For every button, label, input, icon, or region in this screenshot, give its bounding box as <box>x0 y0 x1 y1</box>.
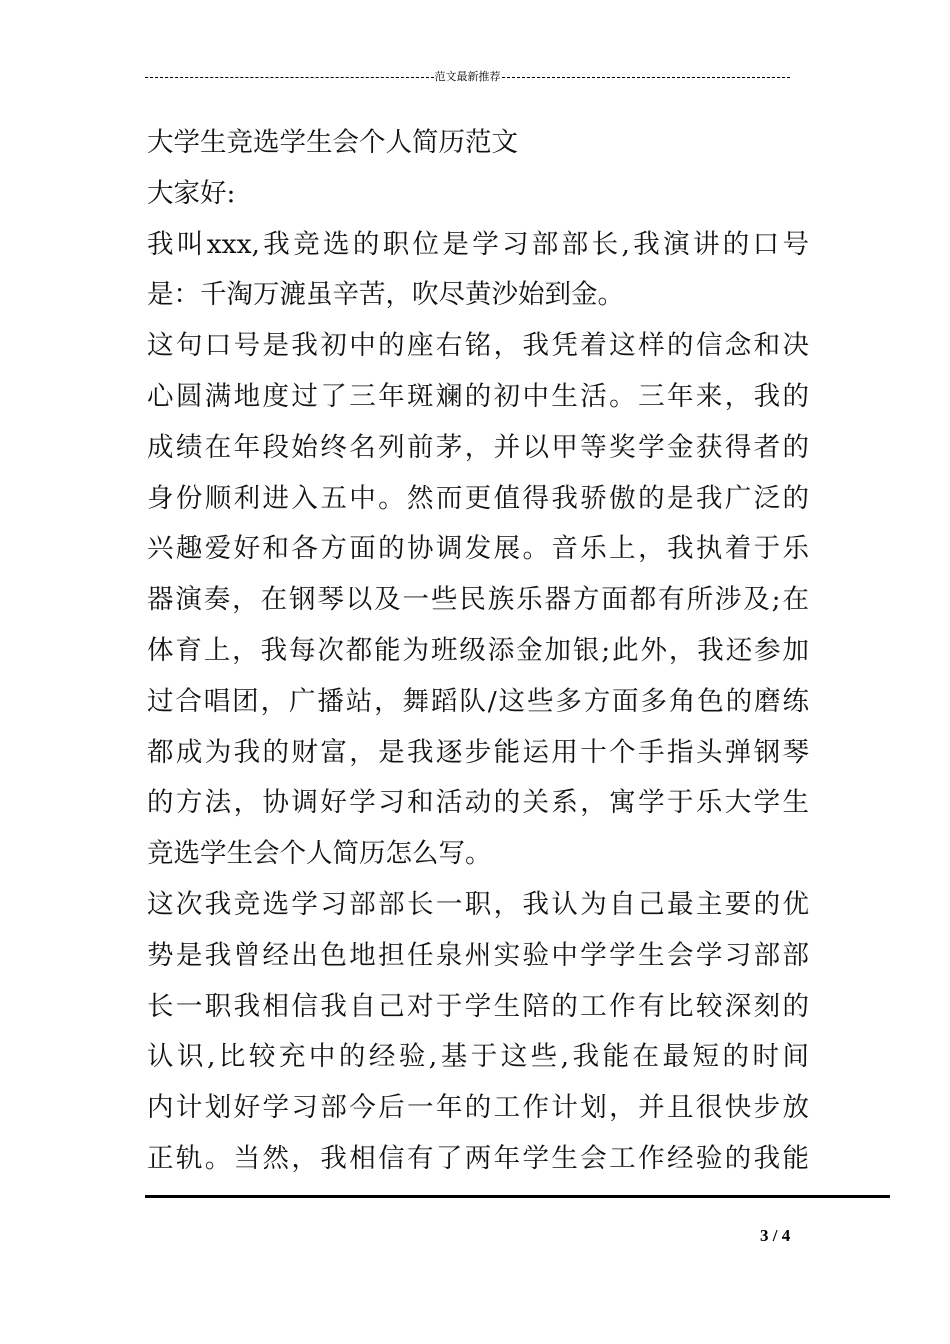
text-line: 竞选学生会个人简历怎么写。 <box>147 838 492 870</box>
header-label: 范文最新推荐 <box>434 70 501 83</box>
header-dash-right <box>502 77 791 78</box>
header-dash-left <box>145 77 434 78</box>
text-line: 都成为我的财富，是我逐步能运用十个手指头弹钢琴 <box>147 736 809 768</box>
footer-rule <box>145 1195 890 1199</box>
text-line: 长一职我相信我自己对于学生陪的工作有比较深刻的 <box>147 990 809 1022</box>
document-title: 大学生竞选学生会个人简历范文 <box>147 127 518 158</box>
text-line: 身份顺利进入五中。然而更值得我骄傲的是我广泛的 <box>147 482 809 514</box>
text-line: 兴趣爱好和各方面的协调发展。音乐上，我执着于乐 <box>147 533 809 565</box>
text-line: 成绩在年段始终名列前茅，并以甲等奖学金获得者的 <box>147 431 809 463</box>
text-line: 心圆满地度过了三年斑斓的初中生活。三年来，我的 <box>147 380 809 412</box>
text-line: 这次我竞选学习部部长一职，我认为自己最主要的优 <box>147 888 809 920</box>
text-line: 势是我曾经出色地担任泉州实验中学学生会学习部部 <box>147 939 809 971</box>
text-line: 认识,比较充中的经验,基于这些,我能在最短的时间 <box>147 1041 809 1073</box>
text-line: 是：千淘万漉虽辛苦，吹尽黄沙始到金。 <box>147 279 624 311</box>
page-number: 3 / 4 <box>760 1226 791 1245</box>
text-line: 我叫xxx,我竞选的职位是学习部部长,我演讲的口号 <box>147 228 809 260</box>
text-line: 过合唱团，广播站，舞蹈队/这些多方面多角色的磨练 <box>147 685 809 717</box>
greeting-line: 大家好: <box>147 177 236 209</box>
text-line: 的方法，协调好学习和活动的关系，寓学于乐大学生 <box>147 787 809 819</box>
document-body <box>147 118 809 1185</box>
text-line: 正轨。当然，我相信有了两年学生会工作经验的我能 <box>147 1142 809 1174</box>
text-line: 内计划好学习部今后一年的工作计划，并且很快步放 <box>147 1092 809 1124</box>
page-header <box>145 66 790 86</box>
text-line: 这句口号是我初中的座右铭，我凭着这样的信念和决 <box>147 330 809 362</box>
text-line: 体育上，我每次都能为班级添金加银;此外，我还参加 <box>147 634 809 666</box>
text-line: 器演奏，在钢琴以及一些民族乐器方面都有所涉及;在 <box>147 584 809 616</box>
